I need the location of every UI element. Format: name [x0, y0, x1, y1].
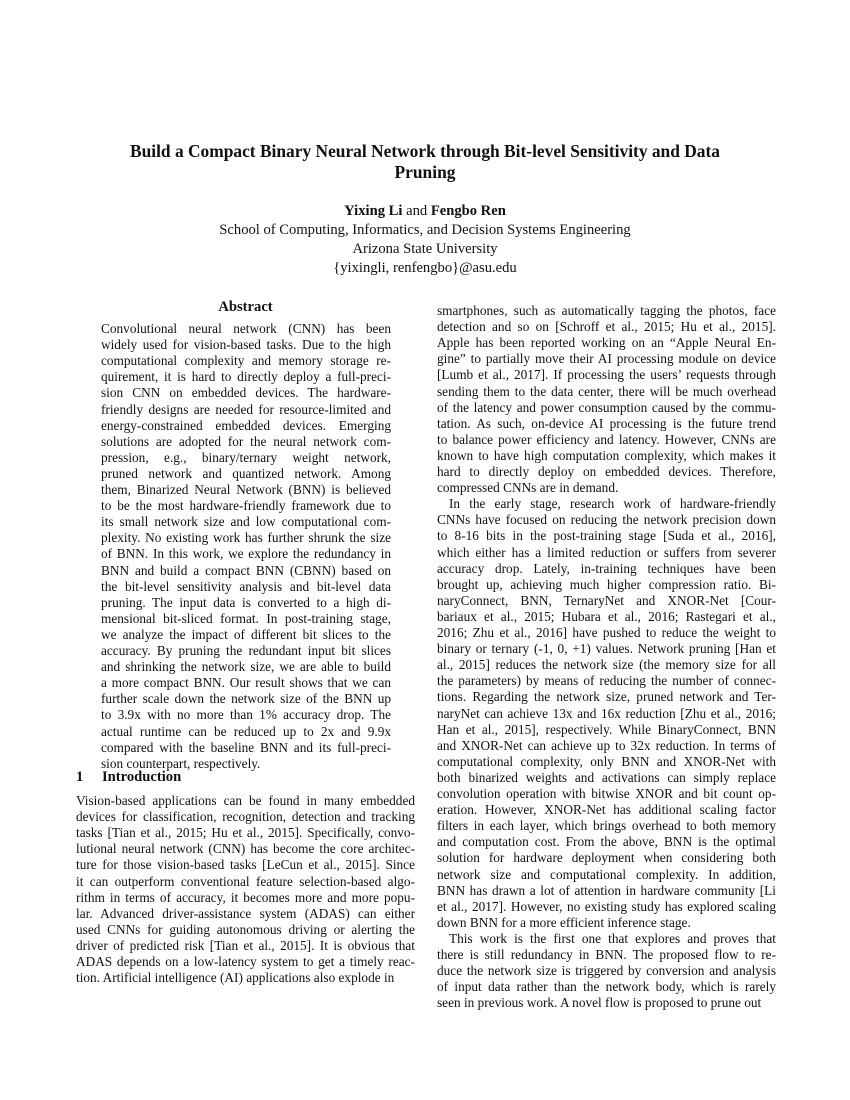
author-name: Fengbo Ren: [430, 203, 506, 219]
abstract-line: energy-constrained embedded devices. Emerging: [101, 417, 391, 433]
abstract-line: a more compact BNN. Our result shows that we can: [101, 675, 391, 691]
text-line: This work is the first one that explores and proves that: [449, 930, 776, 946]
text-line: naryConnect, BNN, TernaryNet and XNOR-Net [Cour-: [437, 592, 776, 608]
text-line: network size and computational complexity. In addition,: [437, 866, 776, 882]
abstract-line: its small network size and low computational com-: [101, 514, 391, 530]
text-line: filters in each layer, which brings overhead to both memory: [437, 818, 776, 834]
abstract-line: actual runtime can be reduced up to 2x and 9.9x: [101, 723, 391, 739]
text-line: known to have high computation complexity, which makes it: [437, 447, 776, 463]
text-line: binary or ternary (-1, 0, +1) values. Network pruning [Han et: [437, 641, 776, 657]
text-line: tions. Regarding the network size, pruned network and Ter-: [437, 689, 776, 705]
text-line: al., 2015] reduces the network size (the memory size for all: [437, 657, 776, 673]
section-number: 1: [76, 769, 84, 785]
title-line: Build a Compact Binary Neural Network through Bit-level Sensitivity and Data: [129, 141, 720, 161]
affiliation-university: Arizona State University: [352, 241, 498, 257]
text-line: smartphones, such as automatically tagging the photos, face: [437, 303, 776, 318]
text-line: lutional neural network (CNN) has become the core architec-: [76, 841, 415, 857]
abstract-line: to be the most hardware-friendly framework due to: [101, 498, 391, 514]
abstract-line: computational complexity and memory storage re-: [101, 353, 391, 369]
text-line: Han et al., 2015], respectively. While BinaryConnect, BNN: [437, 721, 776, 737]
abstract-line: them, Binarized Neural Network (BNN) is believed: [101, 482, 391, 497]
text-line: duce the network size is triggered by conversion and analysis: [437, 963, 776, 979]
abstract-line: BNN and build a compact BNN (CBNN) based on: [101, 562, 391, 578]
text-line: [Lumb et al., 2017]. If processing the users’ requests through: [437, 367, 776, 383]
author-block: [60, 202, 790, 278]
text-line: hard to directly deploy on embedded devices. Therefore,: [437, 464, 776, 479]
text-line: to balance power efficiency and latency. However, CNNs are: [437, 431, 776, 447]
text-line: down BNN for a more efficient inference stage.: [437, 914, 691, 930]
text-line: seen in previous work. A novel flow is proposed to prune out: [437, 995, 762, 1011]
abstract-line: mensional bit-sliced format. In post-training stage,: [101, 610, 391, 626]
abstract-line: compared with the baseline BNN and its full-preci-: [101, 739, 391, 755]
abstract-line: to 3.9x with no more than 1% accuracy drop. The: [101, 707, 391, 723]
abstract-line: Convolutional neural network (CNN) has been: [101, 321, 391, 336]
abstract-line: the bit-level sensitivity analysis and bit-level data: [101, 578, 391, 594]
text-line: the parameters) by means of reducing the number of connec-: [437, 673, 776, 689]
abstract-line: and shrinking the network size, we are able to build: [101, 659, 391, 675]
text-line: ADAS depends on a low-latency system to get a timely reac-: [76, 954, 415, 969]
text-line: accuracy drop. Lately, in-training techniques have been: [437, 560, 776, 576]
abstract-line: sion CNN on embedded devices. The hardware-: [101, 385, 391, 401]
text-line: of the latency and power consumption caused by the commu-: [437, 399, 776, 415]
author-names: [60, 202, 790, 221]
text-line: gine” to partially move their AI processing module on device: [437, 351, 776, 367]
text-line: rithm in terms of accuracy, it becomes more and more popu-: [76, 889, 415, 905]
text-line: to 8-16 bits in the post-training stage [Suda et al., 2016],: [437, 528, 776, 544]
abstract-line: sion counterpart, respectively.: [101, 755, 261, 771]
abstract-line: friendly designs are needed for resource-limited and: [101, 401, 391, 417]
text-line: naryNet can achieve 13x and 16x reduction [Zhu et al., 2016;: [437, 705, 776, 721]
author-conjunction: and: [402, 203, 431, 219]
text-line: 2016; Zhu et al., 2016] have pushed to reduce the weight to: [437, 625, 776, 640]
abstract-line: accuracy. By pruning the redundant input bit slices: [101, 643, 391, 658]
text-line: it can outperform conventional feature selection-based algo-: [76, 873, 415, 889]
text-line: convolution operation with bitwise XNOR and bit count op-: [437, 786, 776, 801]
text-line: both binarized weights and activations can simply replace: [437, 769, 776, 785]
text-line: BNN has drawn a lot of attention in hardware community [Li: [437, 882, 776, 898]
author-email: {yixingli, renfengbo}@asu.edu: [333, 260, 517, 276]
text-line: sending them to the data center, there will be much overhead: [437, 383, 776, 399]
abstract-line: pression, e.g., binary/ternary weight network,: [101, 449, 391, 465]
text-line: driver of predicted risk [Tian et al., 2015]. It is obvious that: [76, 937, 415, 953]
text-line: used CNNs for guiding autonomous driving or alerting the: [76, 921, 415, 937]
abstract-line: widely used for vision-based tasks. Due to the high: [101, 337, 391, 353]
affiliation-school: School of Computing, Informatics, and Decision Systems Engineering: [219, 222, 631, 238]
text-line: detection and so on [Schroff et al., 2015; Hu et al., 2015].: [437, 319, 776, 335]
text-line: bariaux et al., 2015; Hubara et al., 2016; Rastegari et al.,: [437, 608, 776, 624]
text-line: which either has a limited reduction or suffers from severer: [437, 544, 776, 560]
text-line: compressed CNNs are in demand.: [437, 480, 619, 496]
paper-title: [60, 141, 790, 183]
section-title: Introduction: [102, 769, 182, 785]
text-line: tation. As such, on-device AI processing is the future trend: [437, 415, 776, 431]
text-line: computational complexity, only BNN and XNOR-Net with: [437, 753, 776, 769]
text-line: Apple has been reported working on an “Apple Neural En-: [437, 335, 776, 351]
abstract-heading: Abstract: [218, 299, 273, 315]
text-line: tasks [Tian et al., 2015; Hu et al., 2015]. Specifically, convo-: [76, 825, 415, 841]
author-name: Yixing Li: [344, 203, 403, 219]
title-line: Pruning: [394, 162, 456, 182]
section-heading-introduction: [76, 768, 181, 786]
text-line: lar. Advanced driver-assistance system (ADAS) can either: [76, 905, 415, 921]
abstract-line: of BNN. In this work, we explore the redundancy in: [101, 546, 391, 562]
abstract-line: pruned network and quantized network. Among: [101, 465, 391, 481]
text-line: ture for those vision-based tasks [LeCun et al., 2015]. Since: [76, 857, 415, 873]
text-line: solution for hardware deployment when considering both: [437, 850, 776, 866]
text-line: of input data rather than the network body, which is rarely: [437, 979, 776, 995]
text-line: eration. However, XNOR-Net has additional scaling factor: [437, 802, 776, 818]
text-line: brought up, achieving much higher compression ratio. Bi-: [437, 576, 776, 592]
text-line: devices for classification, recognition, detection and tracking: [76, 809, 415, 825]
abstract-line: plexity. No existing work has further shrunk the size: [101, 530, 391, 546]
abstract-line: solutions are adopted for the neural network com-: [101, 433, 391, 449]
text-line: and computation cost. From the above, BNN is the optimal: [437, 834, 776, 850]
abstract-line: quirement, it is hard to directly deploy a full-preci-: [101, 369, 391, 385]
text-line: In the early stage, research work of hardware-friendly: [449, 496, 776, 512]
text-line: tion. Artificial intelligence (AI) applications also explode in: [76, 970, 395, 986]
abstract-line: further scale down the network size of the BNN up: [101, 691, 391, 707]
text-line: and XNOR-Net can achieve up to 32x reduction. In terms of: [437, 737, 776, 753]
abstract-line: we analyze the impact of different bit slices to the: [101, 626, 391, 642]
abstract-line: pruning. The input data is converted to a high di-: [101, 594, 391, 610]
text-line: Vision-based applications can be found in many embedded: [76, 793, 415, 808]
text-line: et al., 2017]. However, no existing study has explored scaling: [437, 898, 776, 914]
text-line: there is still redundancy in BNN. The proposed flow to re-: [437, 947, 776, 962]
text-line: CNNs have focused on reducing the network precision down: [437, 512, 776, 528]
